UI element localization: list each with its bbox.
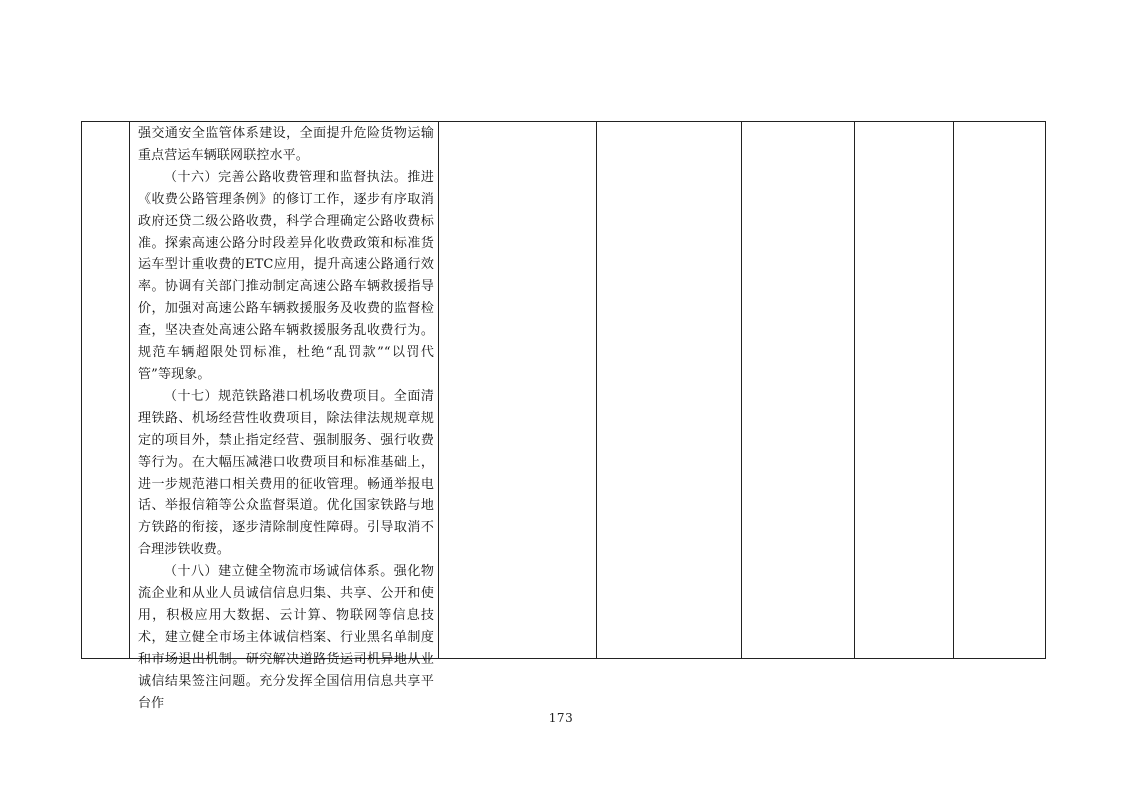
table-frame [81, 121, 1046, 711]
table-column-divider-6 [953, 122, 954, 658]
table-column-divider-1 [129, 122, 130, 658]
paragraph-4: （十八）建立健全物流市场诚信体系。强化物流企业和从业人员诚信信息归集、共享、公开和使用，积极应用大数据、云计算、物联网等信息技术，建立健全市场主体诚信档案、行业黑名单制度和市场退出机制。研究解决道路货运司机异地从业诚信结果签注问题。充分发挥全国信用信息共享平台作 [138, 564, 434, 711]
table-column-divider-2 [438, 122, 439, 658]
page-number: 173 [548, 711, 574, 725]
table-column-divider-5 [854, 122, 855, 658]
paragraph-3: （十七）规范铁路港口机场收费项目。全面清理铁路、机场经营性收费项目，除法律法规规章规定的项目外，禁止指定经营、强制服务、强行收费等行为。在大幅压减港口收费项目和标准基础上，进一步规范港口相关费用的征收管理。畅通举报电话、举报信箱等公众监督渠道。优化国家铁路与地方铁路的衔接，逐步清除制度性障碍。引导取消不合理涉铁收费。 [138, 388, 434, 558]
content-cell [134, 122, 436, 714]
paragraph-1: 强交通安全监管体系建设，全面提升危险货物运输重点营运车辆联网联控水平。 [138, 126, 434, 163]
table-column-divider-4 [741, 122, 742, 658]
paragraph-2: （十六）完善公路收费管理和监督执法。推进《收费公路管理条例》的修订工作，逐步有序取消政府还贷二级公路收费，科学合理确定公路收费标准。探索高速公路分时段差异化收费政策和标准货运车型计重收费的ETC应用，提升高速公路通行效率。协调有关部门推动制定高速公路车辆救援指导价，加强对高速公路车辆救援服务及收费的监督检查，坚决查处高速公路车辆救援服务乱收费行为。规范车辆超限处罚标准，杜绝“乱罚款”“以罚代管”等现象。 [138, 169, 434, 382]
table-column-divider-3 [596, 122, 597, 658]
